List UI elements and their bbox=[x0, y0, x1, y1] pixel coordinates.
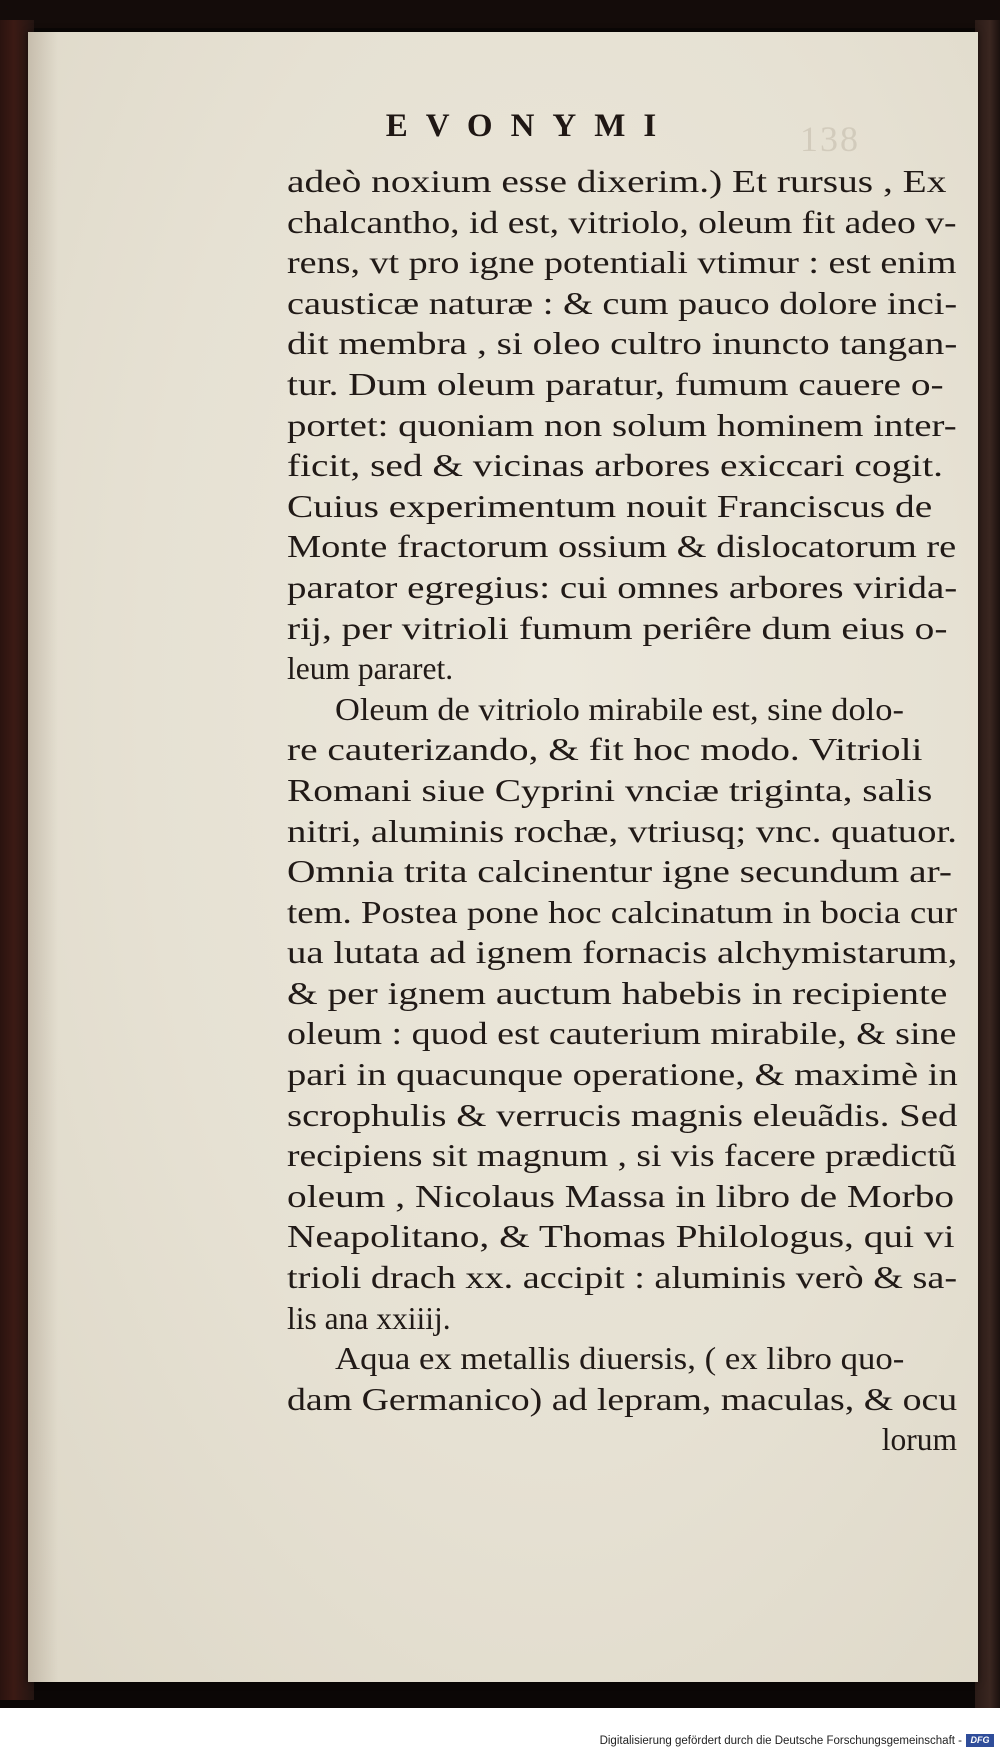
folio-number-bleedthrough: 138 bbox=[800, 119, 860, 159]
page-gutter-shadow bbox=[28, 32, 58, 1682]
text-line: recipiens sit magnum , si vis facere prædictũ bbox=[287, 1138, 957, 1174]
text-line: Omnia trita calcinentur igne secundum ar- bbox=[287, 854, 953, 890]
text-line: parator egregius: cui omnes arbores virida- bbox=[287, 569, 958, 605]
text-line: Romani siue Cyprini vnciæ triginta, salis bbox=[287, 772, 933, 808]
text-line: Neapolitano, & Thomas Philologus, qui vi bbox=[287, 1219, 955, 1255]
scan-top-border bbox=[0, 0, 1000, 28]
text-line: oleum : quod est cauterium mirabile, & sine bbox=[287, 1016, 957, 1052]
text-line: leum pararet. bbox=[287, 651, 454, 687]
text-line: lorum bbox=[881, 1422, 957, 1458]
text-line: trioli drach xx. accipit : aluminis verò & sa- bbox=[287, 1260, 958, 1296]
text-line: portet: quoniam non solum hominem inter- bbox=[287, 407, 957, 443]
text-line: adeò noxium esse dixerim.) Et rursus , Ex bbox=[287, 164, 947, 199]
text-line: dit membra , si oleo cultro inuncto tangan- bbox=[287, 326, 958, 362]
text-line: ua lutata ad ignem fornacis alchymistarum, bbox=[287, 935, 958, 971]
text-line: scrophulis & verrucis magnis eleuãdis. Sed bbox=[287, 1097, 958, 1133]
digitization-credit: Digitalisierung gefördert durch die Deutsche Forschungsgemeinschaft - bbox=[599, 1735, 962, 1747]
page-body-text bbox=[287, 162, 957, 1461]
text-line: Aqua ex metallis diuersis, ( ex libro quo- bbox=[335, 1341, 905, 1377]
text-line: Cuius experimentum nouit Franciscus de bbox=[287, 488, 933, 524]
text-line: Oleum de vitriolo mirabile est, sine dolo- bbox=[335, 691, 904, 727]
text-line: rens, vt pro igne potentiali vtimur : est enim bbox=[287, 245, 957, 281]
text-line: dam Germanico) ad lepram, maculas, & ocu bbox=[287, 1381, 958, 1417]
text-line: nitri, aluminis rochæ, vtriusq; vnc. quatuor. bbox=[287, 813, 957, 849]
running-head: EVONYMI bbox=[385, 108, 675, 144]
text-line: Monte fractorum ossium & dislocatorum re bbox=[287, 529, 957, 565]
text-line: pari in quacunque operatione, & maximè in bbox=[287, 1057, 958, 1093]
text-line: re cauterizando, & fit hoc modo. Vitrioli bbox=[287, 732, 923, 768]
text-line: & per ignem auctum habebis in recipiente bbox=[287, 975, 948, 1011]
text-line: chalcantho, id est, vitriolo, oleum fit adeo v- bbox=[287, 204, 957, 240]
dfg-logo: DFG bbox=[966, 1734, 994, 1747]
text-line: rij, per vitrioli fumum periêre dum eius o- bbox=[287, 610, 948, 646]
text-line: tur. Dum oleum paratur, fumum cauere o- bbox=[287, 366, 944, 402]
text-line: lis ana xxiiij. bbox=[287, 1300, 451, 1336]
text-line: causticæ naturæ : & cum pauco dolore inci- bbox=[287, 285, 958, 321]
text-line: oleum , Nicolaus Massa in libro de Morbo bbox=[287, 1178, 955, 1214]
text-line: tem. Postea pone hoc calcinatum in bocia cur bbox=[287, 894, 958, 930]
text-line: ficit, sed & vicinas arbores exiccari cogit. bbox=[287, 448, 943, 484]
